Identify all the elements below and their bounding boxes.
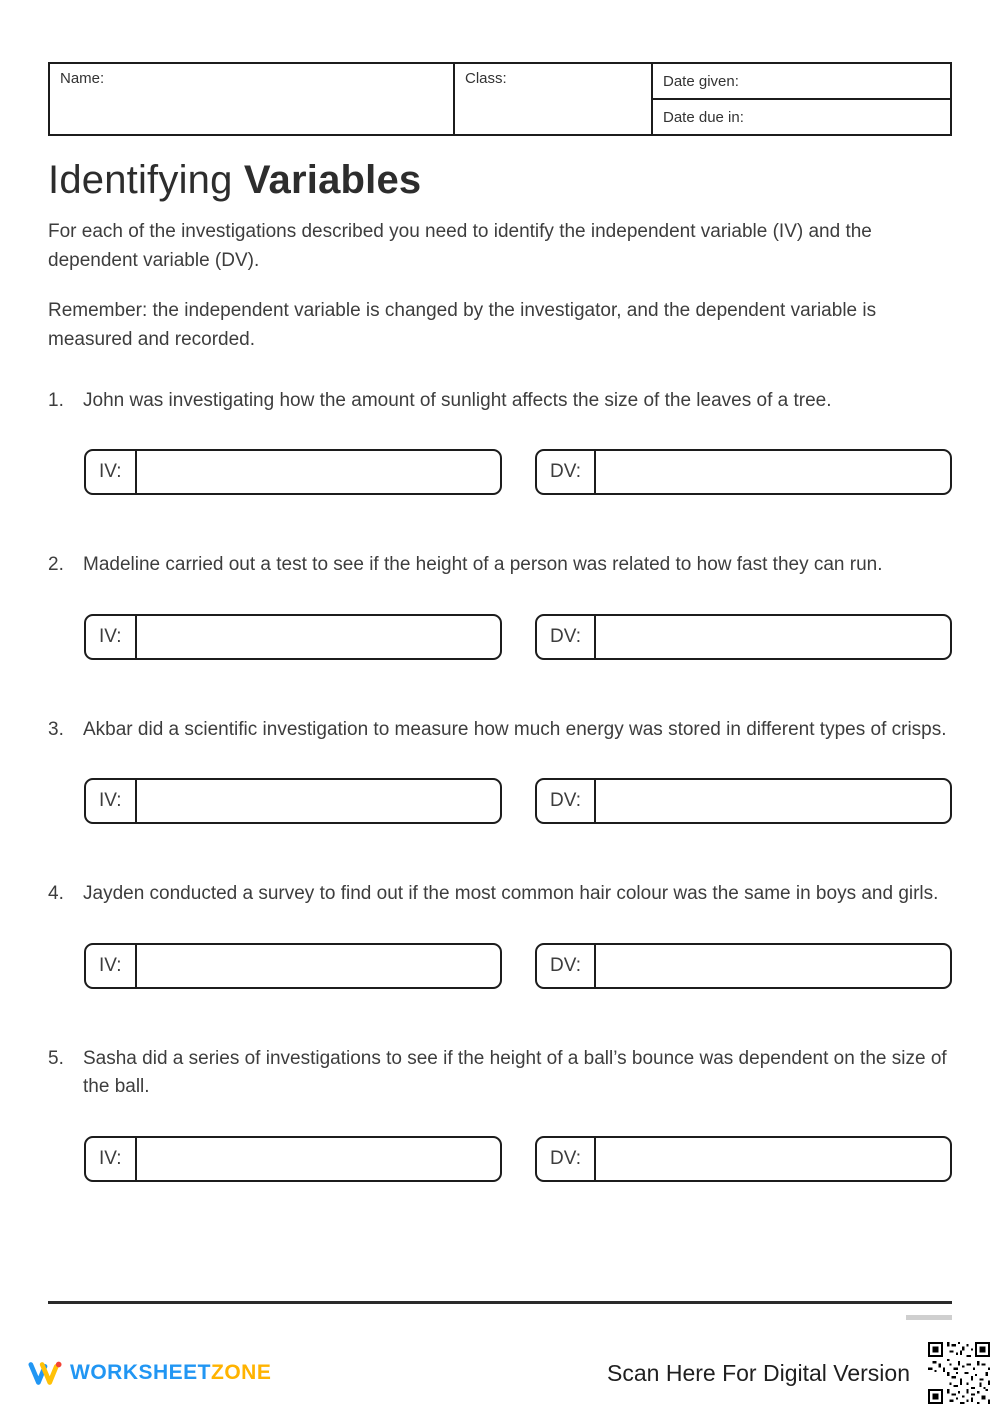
iv-label: IV: (86, 616, 137, 658)
header-table (48, 62, 952, 136)
logo-text (70, 1361, 271, 1385)
dv-answer-box-1[interactable] (535, 449, 952, 495)
iv-answer-field-1[interactable] (137, 451, 500, 493)
dv-label: DV: (537, 945, 596, 987)
dv-answer-field-4[interactable] (596, 945, 950, 987)
iv-answer-box-4[interactable] (84, 943, 502, 989)
qr-code (928, 1342, 990, 1404)
name-label: Name: (60, 70, 105, 87)
question-list (0, 387, 1000, 1182)
footer-small-dash (906, 1315, 952, 1320)
worksheetzone-logo (28, 1359, 271, 1387)
question-number: 4. (48, 883, 64, 905)
name-field[interactable] (50, 64, 455, 134)
iv-answer-field-5[interactable] (137, 1138, 500, 1180)
iv-label: IV: (86, 451, 137, 493)
logo-text-worksheet: WORKSHEET (70, 1361, 211, 1384)
remember-text: Remember: the independent variable is changed by the investigator, and the dependent variable is measured and recorded. (48, 299, 877, 351)
dv-label: DV: (537, 1138, 596, 1180)
iv-answer-field-3[interactable] (137, 780, 500, 822)
footer-divider (48, 1301, 952, 1304)
dv-label: DV: (537, 616, 596, 658)
question-number: 5. (48, 1047, 64, 1069)
footer (28, 1340, 990, 1406)
dv-answer-field-5[interactable] (596, 1138, 950, 1180)
class-label: Class: (465, 70, 507, 87)
dv-answer-box-3[interactable] (535, 778, 952, 824)
question-4 (48, 880, 952, 989)
title-word-bold: Variables (243, 158, 422, 202)
iv-answer-box-2[interactable] (84, 614, 502, 660)
date-given-label: Date given: (663, 72, 739, 90)
question-1 (48, 387, 952, 496)
question-text: John was investigating how the amount of sunlight affects the size of the leaves of a tree. (83, 389, 832, 411)
question-text: Akbar did a scientific investigation to measure how much energy was stored in different types of crisps. (83, 718, 947, 740)
date-given-field[interactable] (653, 64, 950, 100)
dv-answer-box-4[interactable] (535, 943, 952, 989)
dv-answer-box-2[interactable] (535, 614, 952, 660)
iv-label: IV: (86, 780, 137, 822)
question-text: Madeline carried out a test to see if the height of a person was related to how fast they can run. (83, 554, 883, 576)
question-text: Sasha did a series of investigations to see if the height of a ball’s bounce was dependent on the size of the ball. (83, 1047, 947, 1098)
intro-text: For each of the investigations described you need to identify the independent variable (IV) and the dependent variable (DV). (48, 221, 872, 272)
date-fields (653, 64, 950, 134)
worksheetzone-logo-icon (28, 1359, 62, 1387)
dv-label: DV: (537, 451, 596, 493)
dv-answer-field-3[interactable] (596, 780, 950, 822)
page-title (48, 158, 952, 203)
title-word-light: Identifying (48, 158, 233, 202)
question-3 (48, 716, 952, 825)
question-number: 1. (48, 389, 64, 411)
question-text: Jayden conducted a survey to find out if the most common hair colour was the same in boys and girls. (83, 883, 939, 905)
iv-answer-box-3[interactable] (84, 778, 502, 824)
dv-answer-box-5[interactable] (535, 1136, 952, 1182)
question-5 (48, 1045, 952, 1182)
question-number: 3. (48, 718, 64, 740)
iv-label: IV: (86, 945, 137, 987)
dv-label: DV: (537, 780, 596, 822)
date-due-label: Date due in: (663, 108, 744, 126)
scan-here-text: Scan Here For Digital Version (607, 1359, 910, 1386)
date-due-field[interactable] (653, 100, 950, 134)
question-number: 2. (48, 554, 64, 576)
iv-label: IV: (86, 1138, 137, 1180)
iv-answer-field-2[interactable] (137, 616, 500, 658)
iv-answer-box-5[interactable] (84, 1136, 502, 1182)
iv-answer-box-1[interactable] (84, 449, 502, 495)
dv-answer-field-2[interactable] (596, 616, 950, 658)
question-2 (48, 551, 952, 660)
dv-answer-field-1[interactable] (596, 451, 950, 493)
class-field[interactable] (455, 64, 653, 134)
iv-answer-field-4[interactable] (137, 945, 500, 987)
logo-text-zone: ZONE (211, 1361, 272, 1384)
